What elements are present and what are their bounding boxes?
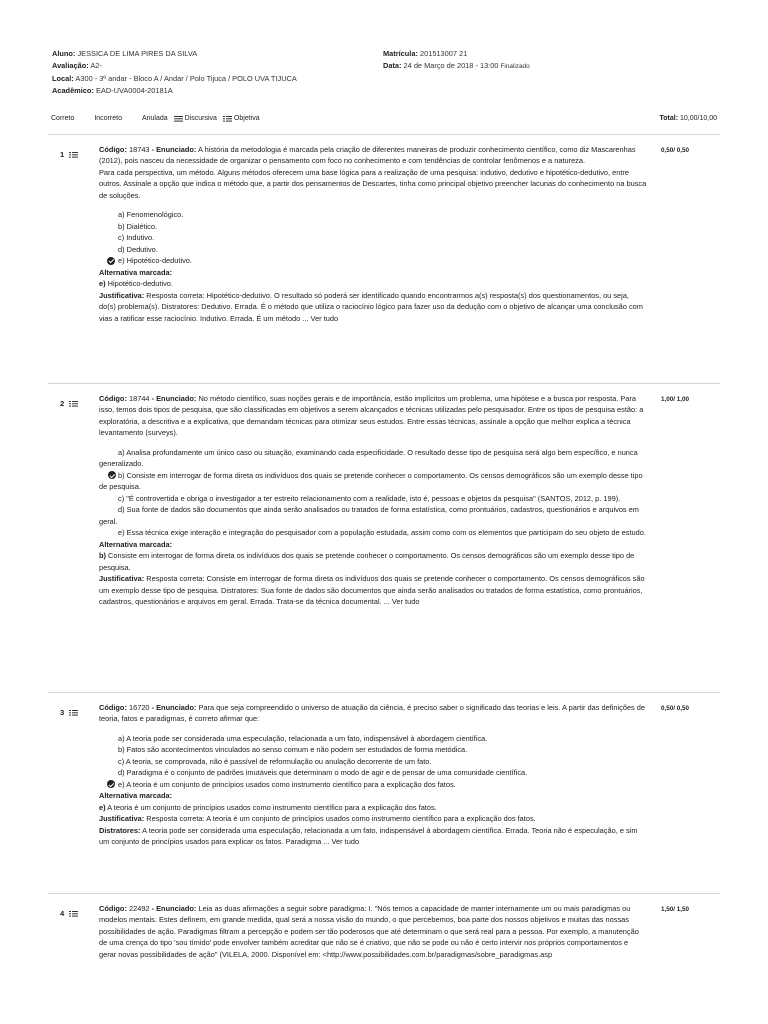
question-2	[48, 383, 720, 691]
academico-value: EAD-UVA0004-20181A	[95, 86, 173, 96]
question-statement	[99, 393, 647, 439]
marked-title: Alternativa marcada:	[99, 791, 173, 801]
question-number-label: 2	[60, 399, 65, 408]
alternative-e-text: e) A teoria é um conjunto de princípios usados como instrumento científico para a explicação dos fatos.	[118, 779, 456, 789]
enunciado-label: - Enunciado:	[151, 145, 197, 154]
aluno-value: JESSICA DE LIMA PIRES DA SILVA	[77, 49, 198, 58]
marked-answer	[99, 278, 647, 289]
list-bullet-icon	[69, 709, 78, 717]
marked-title: Alternativa marcada:	[99, 267, 173, 277]
question-score: 1,00/ 1,00	[661, 396, 690, 403]
alternative-a: a) Fenomenológico.	[118, 210, 184, 220]
question-statement	[99, 144, 647, 167]
justificativa-label: Justificativa:	[99, 574, 145, 584]
marked-answer	[99, 802, 647, 813]
question-statement	[99, 903, 647, 960]
matricula-label: Matrícula:	[383, 49, 418, 58]
enunciado-label: - Enunciado:	[151, 703, 197, 712]
student-header	[52, 48, 732, 98]
statement-text: No método científico, suas noções gerais e de importância, estão implícitos um problema, uma hipótese e a busca por resposta. Para isso, temos dois tipos de pesquisa, que são classificadas em objetivos a serem alcançados e técnicas utilizadas pelo pesquisador. Entre os tipos de pesquisa estão: a exploratória, a descritiva e a explicativa, que demandam técnicas para otimizar seus estudos. Entre essas técnicas, assinale a opção que melhor explica a técnica levantamento (surveys).	[99, 394, 644, 438]
alternative-e-text: e) Hipotético-dedutivo.	[118, 256, 192, 266]
alternatives-list	[99, 447, 647, 539]
check-circle-icon	[108, 471, 116, 479]
filter-anulada[interactable]: Anulada	[141, 114, 168, 122]
academico-label: Acadêmico:	[52, 86, 94, 96]
question-4	[48, 893, 720, 1024]
alternative-b-text: b) Consiste em interrogar de forma direta os indivíduos dos quais se pretende conhecer o comportamento. Os censos demográficos são um exemplo desse tipo de pesquisa.	[99, 470, 643, 492]
alternative-a: a) Analisa profundamente um único caso ou situação, examinando cada especificidade. O resultado desse tipo de pesquisa será algo bem específico, e nunca generalizado.	[99, 447, 638, 469]
aluno-label: Aluno:	[52, 49, 76, 58]
question-1	[48, 134, 720, 382]
distractors-text: A teoria pode ser considerada uma especulação, relacionada a um fato, indispensável à abordagem científica. Errada. Teoria não é especulação, e sim um conjunto de princípios usados para explicar os fatos. Paradigma ... Ver tudo	[99, 825, 638, 847]
alternative-c: c) Indutivo.	[118, 233, 155, 243]
marked-letter: e)	[99, 279, 106, 289]
total-score	[660, 114, 717, 125]
alternative-a: a) A teoria pode ser considerada uma especulação, relacionada a um fato, indispensável à abordagem científica.	[118, 733, 488, 743]
question-number[interactable]	[60, 149, 80, 161]
total-value: 10,00/10,00	[680, 114, 717, 122]
marked-text: A teoria é um conjunto de princípios usados como instrumento científico para a explicação dos fatos.	[107, 802, 437, 812]
codigo-label: Código:	[99, 703, 127, 712]
alternative-d: d) Dedutivo.	[118, 244, 158, 254]
question-body	[99, 702, 647, 848]
statement-text: Leia as duas afirmações a seguir sobre paradigma: I. "Nós temos a capacidade de manter internamente um ou mais paradigmas ou modelos mentais. Estes definem, em grande medida, qual será a nossa visão do mundo, o que percebemos, boa parte dos nossos objetivos e muitas das nossas possibilidades de ação. Paradigmas filtram a percepção e podem ser tão poderosos que até determinam o que será real para a pessoa. Por exemplo, a manutenção de uma crença do tipo 'sou tímido' pode envolver também acreditar que não se é criativo, que não se pode ou não é certo intervir nos próprios comportamentos e gerar novas possibilidades de ação" (VILELA, 2000. Disponível em: <http://www.possibilidades.com.br/paradigmas/sobre_paradigmas.asp	[99, 904, 639, 959]
question-body	[99, 393, 647, 607]
alternative-d: d) Sua fonte de dados são documentos que ainda serão analisados ou tratados de forma estatística, como prontuários, cadastros, questionários e arquivos em geral.	[99, 505, 639, 526]
question-number[interactable]	[60, 707, 80, 719]
justification	[99, 290, 647, 324]
marked-text: Hipotético-dedutivo.	[107, 279, 173, 289]
alternatives-list	[99, 209, 647, 266]
question-code: 22492	[128, 904, 150, 913]
justification	[99, 813, 647, 824]
matricula-value: 201513007 21	[419, 49, 468, 58]
list-bullet-icon	[69, 400, 78, 408]
justification-text: Resposta correta: Hipotético-dedutivo. O resultado só poderá ser identificado quando encontrarmos a(s) resposta(s) dos questionamentos, ou seja, do(s) problema(s). Distratores: Dedutivo. Errada. É o método que utiliza o raciocínio lógico para fazer uso da dedução com o objetivo de alcançar uma conclusão com vias a ratificar esse raciocínio. Indutivo. Errada. É um método ... Ver tudo	[99, 290, 643, 323]
marked-letter: e)	[99, 802, 106, 812]
alternative-e	[118, 779, 647, 790]
filter-discursiva-label: Discursiva	[184, 114, 217, 122]
enunciado-label: - Enunciado:	[151, 904, 197, 913]
alternative-d: d) Paradigma é o conjunto de padrões imutáveis que determinam o modo de agir e de pensar de uma comunidade científica.	[118, 768, 528, 778]
check-circle-icon	[107, 780, 115, 788]
local-value: A300 - 3º andar - Bloco A / Andar / Polo Tijuca / POLO UVA TIJUCA	[75, 73, 297, 83]
data-label: Data:	[383, 61, 402, 71]
justification-text: Resposta correta: A teoria é um conjunto de princípios usados como instrumento científico para a explicação dos fatos.	[146, 814, 536, 824]
codigo-label: Código:	[99, 904, 127, 913]
marked-text: Consiste em interrogar de forma direta os indivíduos dos quais se pretende conhecer o comportamento. Os censos demográficos são um exemplo desse tipo de pesquisa.	[99, 551, 635, 572]
marked-title: Alternativa marcada:	[99, 539, 173, 549]
justification	[99, 573, 647, 607]
alternative-e: e) Essa técnica exige interação e integração do pesquisador com a população estudada, assim como com os elementos que participam do seu objeto de estudo.	[118, 528, 646, 538]
alternative-c: c) "É controvertida e obriga o investigador a ter estreito relacionamento com a realidade, isto é, pessoas e objetos da pesquisa" (SANTOS, 2012, p. 199).	[118, 493, 621, 503]
question-statement	[99, 702, 647, 725]
question-code: 18743	[128, 145, 150, 154]
question-number[interactable]	[60, 398, 80, 410]
question-body	[99, 144, 647, 324]
list-bullet-icon	[69, 910, 78, 918]
list-icon	[174, 115, 183, 123]
list-bullet-icon	[223, 115, 232, 123]
statement-text: Para que seja compreendido o universo de atuação da ciência, é preciso saber o significado das teorias e leis. A partir das definições de teoria, fatos e paradigmas, é correto afirmar que:	[99, 703, 646, 724]
statement-text-2: Para cada perspectiva, um método. Alguns métodos oferecem uma base lógica para a realização de uma pesquisa: indutivo, dedutivo e hipotético-dedutivo, entre outros. Assinale a opção que indica o método que, a partir dos pensamentos de Descartes, tinha como principal objetivo preencher lacunas do conhecimento na busca de soluções.	[99, 167, 647, 200]
avaliacao-label: Avaliação:	[52, 61, 89, 71]
list-bullet-icon	[69, 151, 78, 159]
distractors	[99, 825, 647, 848]
justificativa-label: Justificativa:	[99, 290, 145, 300]
codigo-label: Código:	[99, 145, 127, 154]
marked-letter: b)	[99, 551, 106, 561]
check-circle-icon	[107, 257, 115, 265]
filter-discursiva[interactable]	[174, 114, 217, 125]
avaliacao-value: A2-	[90, 61, 102, 71]
question-3	[48, 692, 720, 892]
total-label: Total:	[659, 114, 679, 122]
alternative-c: c) A teoria, se comprovada, não é passível de reformulação ou anulação decorrente de um fato.	[118, 756, 432, 766]
local-label: Local:	[52, 73, 74, 83]
question-number[interactable]	[60, 908, 80, 920]
marked-answer	[99, 550, 647, 573]
question-score: 0,50/ 0,50	[661, 147, 690, 154]
question-code: 16720	[128, 703, 150, 712]
filter-objetiva-label: Objetiva	[233, 114, 260, 122]
filter-correto[interactable]: Correto	[51, 114, 75, 122]
alternatives-list	[99, 733, 647, 790]
status-value: Finalizado	[500, 63, 530, 71]
enunciado-label: - Enunciado:	[151, 394, 197, 403]
question-score: 1,50/ 1,50	[661, 906, 690, 913]
distratores-label: Distratores:	[99, 825, 141, 835]
alternative-e	[118, 255, 647, 266]
filter-objetiva[interactable]	[223, 114, 260, 125]
alternative-b: b) Fatos são acontecimentos vinculados ao senso comum e não podem ser estudados de forma metódica.	[118, 745, 468, 755]
data-value: 24 de Março de 2018 - 13:00	[403, 61, 499, 71]
codigo-label: Código:	[99, 394, 127, 403]
question-number-label: 1	[60, 150, 65, 159]
filter-bar	[51, 112, 717, 126]
filter-incorreto[interactable]: Incorreto	[94, 114, 122, 122]
question-score: 0,50/ 0,50	[661, 705, 690, 712]
justificativa-label: Justificativa:	[99, 814, 145, 824]
alternative-b: b) Dialético.	[118, 221, 158, 231]
question-body	[99, 903, 647, 960]
question-number-label: 3	[60, 708, 65, 717]
question-code: 18744	[128, 394, 150, 403]
alternative-b	[99, 470, 647, 493]
question-number-label: 4	[60, 909, 65, 918]
statement-text: A história da metodologia é marcada pela criação de diferentes maneiras de produzir conhecimento científico, como diz Mascarenhas (2012), pois nasceu da necessidade de organizar o pensamento com foco no conhecimento e com tendências de controlar fenômenos e a natureza.	[99, 145, 636, 166]
justification-text: Resposta correta: Consiste em interrogar de forma direta os indivíduos dos quais se pretende conhecer o comportamento. Os censos demográficos são um exemplo desse tipo de pesquisa. Distratores: Sua fonte de dados são documentos que ainda serão analisados ou tratados de forma estatística, como prontuários, cadastros, questionários e arquivos em geral. Errada. Trata-se da técnica documental. ... Ver tudo	[99, 574, 645, 606]
